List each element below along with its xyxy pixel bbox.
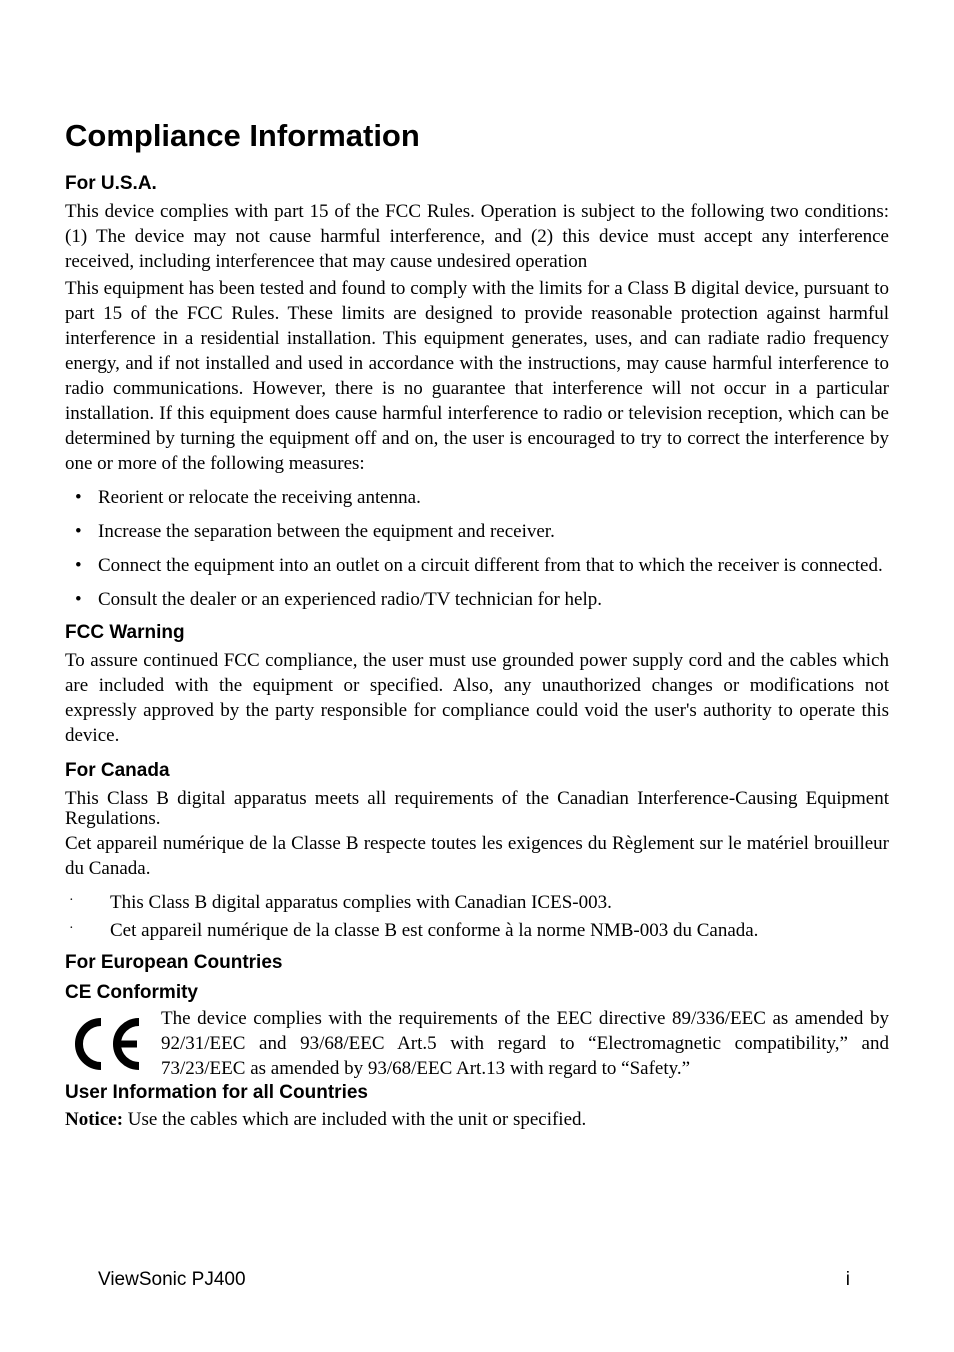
- list-item: [65, 890, 889, 915]
- heading-ce-conformity: CE Conformity: [65, 982, 198, 1003]
- section-user-info: [65, 1081, 889, 1132]
- bullet-icon: ·: [69, 921, 74, 936]
- notice-paragraph: [65, 1107, 889, 1132]
- list-item: [65, 485, 889, 510]
- bullet-icon: •: [75, 555, 82, 576]
- list-item: [65, 587, 889, 612]
- list-item-text: Connect the equipment into an outlet on a circuit different from that to which the receiver is connected.: [98, 555, 883, 576]
- canada-list: [65, 890, 889, 943]
- canada-paragraph-1: This Class B digital apparatus meets all requirements of the Canadian Interference-Causing Equipment Regulations.: [65, 788, 889, 829]
- bullet-icon: •: [75, 589, 82, 610]
- list-item: [65, 553, 889, 578]
- heading-usa: For U.S.A.: [65, 173, 157, 194]
- heading-fcc-warning: FCC Warning: [65, 622, 185, 643]
- canada-paragraph-2: Cet appareil numérique de la Classe B respecte toutes les exigences du Règlement sur le matériel brouilleur du Canada.: [65, 833, 889, 879]
- list-item: [65, 918, 889, 943]
- usa-measures-list: [65, 485, 889, 612]
- bullet-icon: ·: [69, 893, 74, 908]
- heading-canada: For Canada: [65, 760, 170, 781]
- footer-product: ViewSonic PJ400: [98, 1269, 246, 1290]
- notice-text: Use the cables which are included with the unit or specified.: [123, 1109, 587, 1130]
- list-item-text: Consult the dealer or an experienced radio/TV technician for help.: [98, 589, 603, 610]
- heading-user-info: User Information for all Countries: [65, 1082, 368, 1103]
- list-item-text: Reorient or relocate the receiving antenna.: [98, 487, 421, 508]
- list-item-text: Cet appareil numérique de la classe B est conforme à la norme NMB-003 du Canada.: [110, 920, 759, 941]
- bullet-icon: •: [75, 487, 82, 508]
- section-usa: [65, 172, 889, 612]
- usa-paragraph-1: This device complies with part 15 of the FCC Rules. Operation is subject to the following two conditions: (1) The device may not cause harmful interference, and (2) this device must accept any interference received, including interferencee that may cause undesired operation: [65, 201, 889, 272]
- page-footer: [98, 1268, 850, 1292]
- heading-europe: For European Countries: [65, 952, 283, 973]
- list-item-text: Increase the separation between the equipment and receiver.: [98, 521, 555, 542]
- ce-conformity-block: [65, 1006, 889, 1081]
- ce-conformity-text: The device complies with the requirements of the EEC directive 89/336/EEC as amended by 92/31/EEC and 93/68/EEC Art.5 with regard to “Electromagnetic compatibility,” and 73/23/EEC as amended by 93/68/EEC Art.13 with regard to “Safety.”: [161, 1008, 889, 1079]
- list-item: [65, 519, 889, 544]
- section-canada: [65, 759, 889, 943]
- section-fcc-warning: [65, 621, 889, 748]
- footer-page-number: i: [845, 1269, 850, 1290]
- page-title: Compliance Information: [65, 118, 420, 153]
- ce-mark-icon: [65, 1006, 161, 1081]
- fcc-warning-text: To assure continued FCC compliance, the user must use grounded power supply cord and the cables which are included with the equipment or specified. Also, any unauthorized changes or modifications not expressly approved by the party responsible for compliance could void the user's authority to operate this device.: [65, 650, 889, 746]
- list-item-text: This Class B digital apparatus complies with Canadian ICES-003.: [110, 892, 612, 913]
- section-europe: [65, 951, 889, 1081]
- document-page: [65, 116, 889, 1132]
- usa-paragraph-2: This equipment has been tested and found to comply with the limits for a Class B digital device, pursuant to part 15 of the FCC Rules. These limits are designed to provide reasonable protection against harmful interference in a residential installation. This equipment generates, uses, and can radiate radio frequency energy, and if not installed and used in accordance with the instructions, may cause harmful interference to radio communications. However, there is no guarantee that interference will not occur in a particular installation. If this equipment does cause harmful interference to radio or television reception, which can be determined by turning the equipment off and on, the user is encouraged to try to correct the interference by one or more of the following measures:: [65, 278, 889, 474]
- notice-label: Notice:: [65, 1109, 124, 1130]
- bullet-icon: •: [75, 521, 82, 542]
